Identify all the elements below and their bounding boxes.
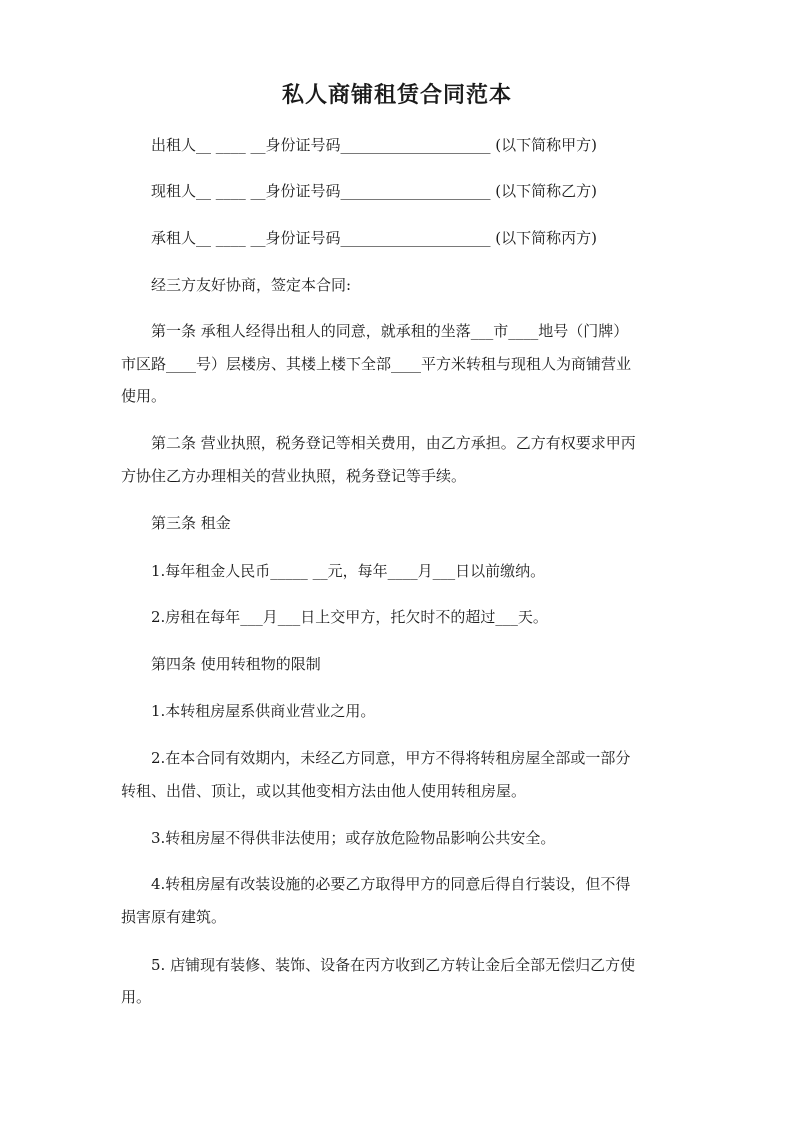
article4-item5-line2: 用。 [121, 988, 152, 1006]
intro-paragraph: 经三方友好协商，签定本合同: [151, 276, 352, 294]
article4-item2-line1: 2.在本合同有效期内，未经乙方同意，甲方不得将转租房屋全部或一部分 [151, 749, 631, 767]
document-title: 私人商铺租赁合同范本 [281, 82, 512, 108]
party-lessor-line: 出租人__ ____ __身份证号码____________________ (以下简称甲方) [151, 136, 598, 154]
article4-item4-line2: 损害原有建筑。 [121, 908, 227, 926]
article1-line2: 市区路____号）层楼房、其楼上楼下全部____平方米转租与现租人为商铺营业 [121, 355, 632, 373]
article4-item4-line1: 4.转租房屋有改装设施的必要乙方取得甲方的同意后得自行装设，但不得 [151, 875, 631, 893]
article4-item3: 3.转租房屋不得供非法使用；或存放危险物品影响公共安全。 [151, 829, 556, 847]
article2-line1: 第二条 营业执照，税务登记等相关费用，由乙方承担。乙方有权要求甲丙 [151, 434, 636, 452]
party-current-tenant-line: 现租人__ ____ __身份证号码____________________ (以下简称乙方) [151, 182, 598, 200]
party-sublessee-line: 承租人__ ____ __身份证号码____________________ (以下简称丙方) [151, 229, 598, 247]
article4-item2-line2: 转租、出借、顶让，或以其他变相方法由他人使用转租房屋。 [121, 782, 527, 800]
article1-line3: 使用。 [121, 387, 167, 405]
article4-item5-line1: 5. 店铺现有装修、装饰、设备在丙方收到乙方转让金后全部无偿归乙方使 [151, 956, 636, 974]
article3-item2: 2.房租在每年___月___日上交甲方，托欠时不的超过___天。 [151, 608, 548, 626]
article4-heading: 第四条 使用转租物的限制 [151, 655, 321, 673]
article1-line1: 第一条 承租人经得出租人的同意，就承租的坐落___市____地号（门牌） [151, 322, 629, 340]
article3-item1: 1.每年租金人民币_____ __元，每年____月___日以前缴纳。 [151, 562, 546, 580]
article3-heading: 第三条 租金 [151, 514, 231, 532]
article2-line2: 方协住乙方办理相关的营业执照，税务登记等手续。 [121, 467, 467, 485]
article4-item1: 1.本转租房屋系供商业营业之用。 [151, 702, 376, 720]
